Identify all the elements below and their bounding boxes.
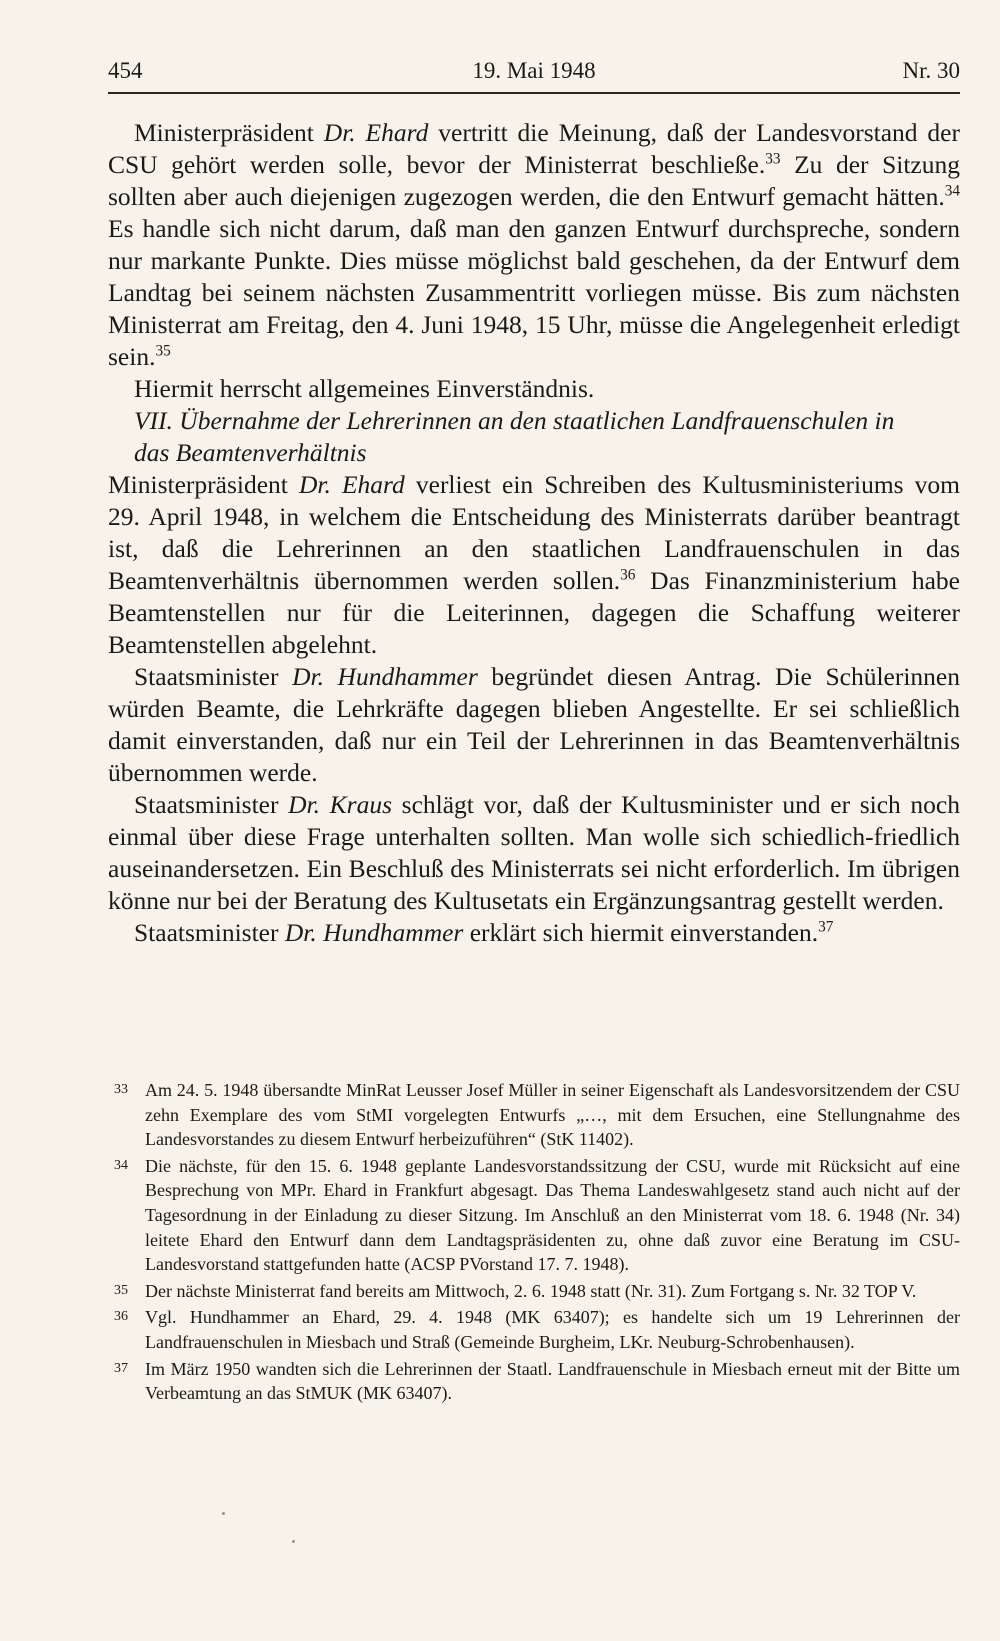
speaker-name: Dr. Hundhammer — [292, 662, 478, 691]
paper-speck — [222, 1512, 225, 1515]
footnote-ref: 37 — [818, 918, 834, 936]
header-date: 19. Mai 1948 — [472, 58, 596, 83]
speaker-name: Dr. Ehard — [298, 470, 405, 499]
footnote-number: 33 — [114, 1082, 128, 1097]
issue-number: Nr. 30 — [902, 58, 960, 83]
speaker-name: Dr. Kraus — [288, 790, 393, 819]
footnote — [108, 1357, 960, 1406]
footnote — [108, 1279, 960, 1304]
footnote-number: 37 — [114, 1360, 128, 1376]
page-number: 454 — [108, 58, 143, 83]
footnote-text: Der nächste Ministerrat fand bereits am Mittwoch, 2. 6. 1948 statt (Nr. 31). Zum Fortgang s. Nr. 32 TOP V. — [145, 1280, 917, 1301]
section-heading: VII. Übernahme der Lehrerinnen an den staatlichen Landfrauenschulen in das Beamtenverhältnis — [134, 406, 895, 467]
footnote — [108, 1305, 960, 1354]
paragraph-hundhammer-agree: Staatsminister Dr. Hundhammer erklärt sich hiermit einverstanden.$^{37}$ — [134, 918, 834, 947]
footnote-number: 35 — [114, 1282, 128, 1298]
paragraph-kraus-proposal: Staatsminister Dr. Kraus schlägt vor, daß der Kultusminister und er sich noch einmal über diese Frage unterhalten sollten. Man wolle sich schiedlich-friedlich auseinandersetzen. Ein Beschluß des Ministerrats sei nicht erforderlich. Im übrigen könne nur bei der Beratung des Kultusetats ein Ergänzungsantrag gestellt werden. — [108, 790, 960, 915]
paragraph-ehard-letter: Ministerpräsident Dr. Ehard verliest ein Schreiben des Kultusministeriums vom 29. April 1948, in welchem die Entscheidung des Ministerrats darüber beantragt ist, daß die Lehrerinnen an den staatlichen Landfrauenschulen in das Beamtenverhältnis übernommen werden sollen.$^{36}$ Das Finanzministerium habe Beamtenstellen nur für die Leiterinnen, dagegen die Schaffung weiterer Beamtenstellen abgelehnt. — [108, 470, 961, 659]
footnote-text: Vgl. Hundhammer an Ehard, 29. 4. 1948 (MK 63407); es handelte sich um 19 Lehrerinnen der Landfrauenschulen in Miesbach und Straß (Gemeinde Burgheim, LKr. Neuburg-Schrobenhausen). — [145, 1307, 960, 1352]
footnote-number: 34 — [114, 1157, 128, 1173]
paragraph-hundhammer-reason: Staatsminister Dr. Hundhammer begründet diesen Antrag. Die Schülerinnen würden Beamte, die Lehrkräfte dagegen blieben Angestellte. Er sei schließlich damit einverstanden, daß nur ein Teil der Lehrerinnen in das Beamtenverhältnis übernommen werde. — [108, 662, 960, 787]
footnote-text: Die nächste, für den 15. 6. 1948 geplante Landesvorstandssitzung der CSU, wurde mit Rücksicht auf eine Besprechung von MPr. Ehard in Frankfurt abgesagt. Das Thema Landeswahlgesetz stand auch nicht auf der Tagesordnung in der Einladung zu dieser Sitzung. Im Anschluß an den Ministerrat vom 18. 6. 1948 (Nr. 34) leitete Ehard den Entwurf dann dem Landtagspräsidenten zu, ohne daß zuvor eine Beratung im CSU-Landesvorstand stattgefunden hatte (ACSP PVorstand 17. 7. 1948). — [145, 1155, 960, 1275]
speaker-name: Dr. Ehard — [323, 118, 429, 147]
footnote — [108, 1154, 960, 1277]
footnote-number: 36 — [114, 1309, 128, 1325]
footnote-text: Am 24. 5. 1948 übersandte MinRat Leusser Josef Müller in seiner Eigenschaft als Landesvorsitzendem der CSU zehn Exemplare des vom StMI vorgelegten Entwurfs „…, mit dem Ersuchen, eine Stellungnahme des Landesvorstandes zu diesem Entwurf herbeizuführen“ (StK 11402). — [145, 1080, 960, 1150]
footnote-ref: 35 — [155, 342, 171, 360]
speaker-name: Dr. Hundhammer — [284, 918, 464, 947]
paper-speck — [292, 1540, 295, 1543]
footnote-ref: 33 — [765, 150, 781, 168]
footnote-text: Im März 1950 wandten sich die Lehrerinnen der Staatl. Landfrauenschule in Miesbach erneut mit der Bitte um Verbeamtung an das StMUK (MK 63407). — [145, 1358, 960, 1404]
footnote-ref: 36 — [620, 566, 636, 584]
footnotes — [108, 1078, 960, 1408]
running-header — [108, 54, 960, 94]
footnote-ref: 34 — [944, 182, 960, 200]
paragraph-ehard-statement: Ministerpräsident Dr. Ehard vertritt die Meinung, daß der Landesvorstand der CSU gehört werden solle, bevor der Ministerrat beschließe.$^{33}$ Zu der Sitzung sollten aber auch diejenigen zugezogen werden, die den Entwurf gemacht hätten.$^{34}$ Es handle sich nicht darum, daß man den ganzen Entwurf durchspreche, sondern nur markante Punkte. Dies müsse möglichst bald geschehen, da der Entwurf dem Landtag bei seinem nächsten Zusammentritt vorliegen müsse. Bis zum nächsten Ministerrat am Freitag, den 4. Juni 1948, 15 Uhr, müsse die Angelegenheit erledigt sein.$^{35}$ — [108, 118, 960, 371]
main-text — [108, 117, 960, 949]
footnote — [108, 1078, 960, 1152]
paragraph-agreement: Hiermit herrscht allgemeines Einverständnis. — [134, 374, 595, 403]
